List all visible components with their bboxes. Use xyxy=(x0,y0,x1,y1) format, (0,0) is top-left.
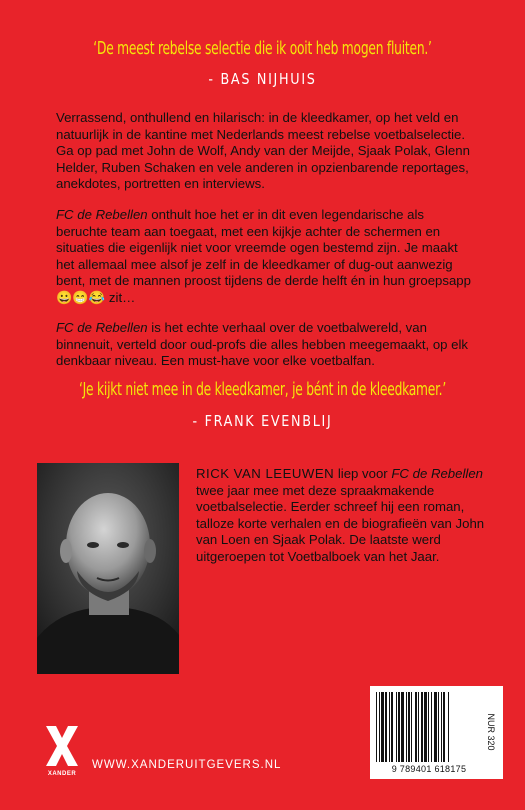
quote-top-attribution: - BAS NIJHUIS xyxy=(208,70,317,88)
book-title: FC de Rebellen xyxy=(56,207,148,222)
author-photo xyxy=(37,463,179,674)
blurb-paragraph-2-text: onthult hoe het er in dit even legendarische als beruchte team aan toegaat, met een kijkje achter de schermen en situaties die eigenlijk niet voor vreemde ogen bestemd zijn. Je maakt het allemaal mee alsof je zelf in de kleedkamer of dug-out aanwezig bent, met de mannen proost tijdens de derde helft én in hun groepsapp 😀😁😂 zit… xyxy=(56,207,471,305)
quote-bottom: ‘Je kijkt niet mee in de kleedkamer, je bént in de kleedkamer.’ xyxy=(78,380,447,400)
nur-label: NUR 320 xyxy=(486,713,496,751)
barcode-bars xyxy=(376,692,476,762)
book-title: FC de Rebellen xyxy=(391,466,484,481)
blurb-paragraph-3-text: is het echte verhaal over de voetbalwereld, van binnenuit, verteld door oud-profs die alles hebben meegemaakt, op elk denkbaar niveau. Een must-have voor elke voetbalfan. xyxy=(56,320,469,368)
publisher-logo xyxy=(40,722,84,778)
quote-top: ‘De meest rebelse selectie die ik ooit heb mogen fluiten.’ xyxy=(93,39,432,59)
nur-code xyxy=(484,692,498,772)
quote-bottom-attribution: - FRANK EVENBLIJ xyxy=(192,412,333,430)
publisher-logo-text: XANDER xyxy=(47,771,77,777)
author-name: RICK VAN LEEUWEN xyxy=(196,466,335,481)
author-bio xyxy=(196,466,486,566)
bio-text-1: liep voor xyxy=(334,466,392,481)
blurb-paragraph-2 xyxy=(56,207,476,306)
publisher-website[interactable]: WWW.XANDERUITGEVERS.NL xyxy=(92,759,282,771)
blurb-paragraph-3 xyxy=(56,320,476,370)
blurb-paragraph-1: Verrassend, onthullend en hilarisch: in de kleedkamer, op het veld en natuurlijk in de kantine met Nederlands meest rebelse voetbalselectie. Ga op pad met John de Wolf, Andy van der Meijde, Sjaak Polak, Glenn Helder, Ruben Schaken en vele anderen in opzienbarende reportages, anekdotes, portretten en interviews. xyxy=(56,110,470,191)
bio-text-2: twee jaar mee met deze spraakmakende voetbalselectie. Eerder schreef hij een roman, talloze korte verhalen en de biografieën van John van Loen en Sjaak Polak. De laatste werd uitgeroepen tot Voetbalboek van het Jaar. xyxy=(196,482,485,564)
book-title: FC de Rebellen xyxy=(56,320,148,335)
barcode xyxy=(370,686,503,779)
isbn-number: 9 789401 618175 xyxy=(391,764,467,774)
